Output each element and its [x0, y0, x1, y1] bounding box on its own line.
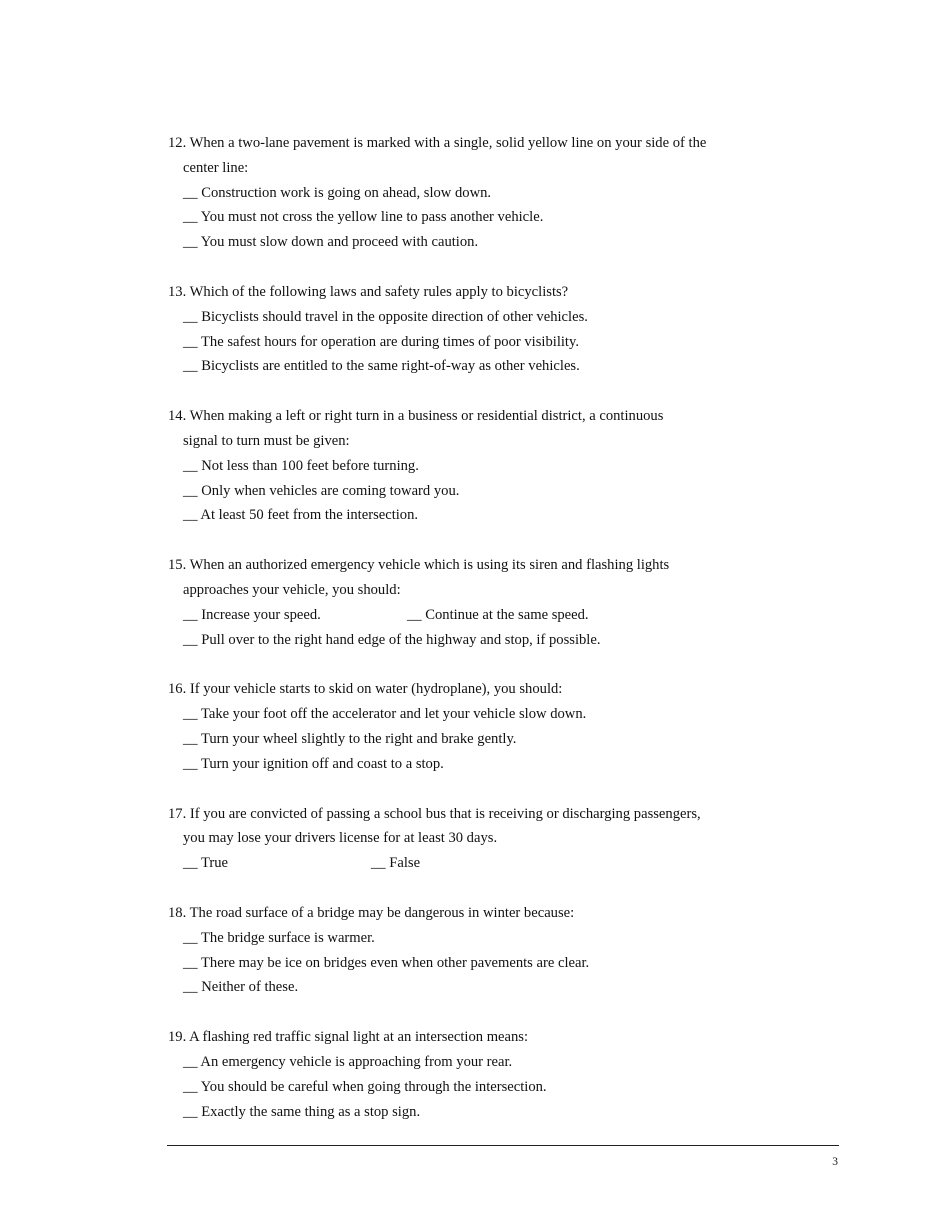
question-17-option-false[interactable]: __ False [371, 855, 421, 872]
question-13-option-2[interactable]: __ The safest hours for operation are during times of poor visibility. [183, 333, 579, 350]
question-15-stem-line-1: 15. When an authorized emergency vehicle which is using its siren and flashing lights [168, 557, 670, 574]
question-15-option-row-1 [168, 603, 848, 628]
question-18-option-2[interactable]: __ There may be ice on bridges even when other pavements are clear. [183, 954, 590, 971]
question-13-option-3[interactable]: __ Bicyclists are entitled to the same right-of-way as other vehicles. [183, 358, 580, 375]
question-13-stem-line-1: 13. Which of the following laws and safety rules apply to bicyclists? [168, 283, 569, 300]
question-14-option-1[interactable]: __ Not less than 100 feet before turning. [183, 457, 419, 474]
question-18 [168, 901, 848, 1000]
question-12-stem-line-2: center line: [183, 159, 249, 176]
question-14 [168, 404, 848, 528]
question-16-option-2[interactable]: __ Turn your wheel slightly to the right and brake gently. [183, 730, 517, 747]
question-15-stem-line-2: approaches your vehicle, you should: [183, 581, 401, 598]
page-number: 3 [832, 1156, 838, 1168]
question-15 [168, 553, 848, 652]
question-list [168, 131, 848, 1149]
question-14-option-2[interactable]: __ Only when vehicles are coming toward you. [183, 482, 460, 499]
footer-divider [167, 1145, 839, 1146]
question-16-option-1[interactable]: __ Take your foot off the accelerator and let your vehicle slow down. [183, 706, 587, 723]
question-15-option-1[interactable]: __ Increase your speed. [183, 606, 321, 623]
question-12-option-3[interactable]: __ You must slow down and proceed with caution. [183, 234, 479, 251]
question-18-option-1[interactable]: __ The bridge surface is warmer. [183, 929, 375, 946]
question-16-stem-line-1: 16. If your vehicle starts to skid on water (hydroplane), you should: [168, 681, 563, 698]
question-15-option-2[interactable]: __ Continue at the same speed. [407, 606, 589, 623]
question-18-stem-line-1: 18. The road surface of a bridge may be dangerous in winter because: [168, 904, 575, 921]
question-18-option-3[interactable]: __ Neither of these. [183, 979, 299, 996]
question-19 [168, 1025, 848, 1124]
question-14-stem-line-2: signal to turn must be given: [183, 432, 350, 449]
question-15-option-3[interactable]: __ Pull over to the right hand edge of the highway and stop, if possible. [183, 631, 601, 648]
question-16 [168, 677, 848, 776]
question-17-option-true[interactable]: __ True [183, 855, 229, 872]
question-13 [168, 280, 848, 379]
question-17 [168, 802, 848, 876]
question-14-stem-line-1: 14. When making a left or right turn in a business or residential district, a continuous [168, 408, 664, 425]
question-14-option-3[interactable]: __ At least 50 feet from the intersection. [183, 507, 419, 524]
question-17-stem-line-2: you may lose your drivers license for at least 30 days. [183, 830, 498, 847]
question-12 [168, 131, 848, 255]
question-12-option-1[interactable]: __ Construction work is going on ahead, slow down. [183, 184, 492, 201]
question-19-option-2[interactable]: __ You should be careful when going through the intersection. [183, 1078, 547, 1095]
question-17-stem-line-1: 17. If you are convicted of passing a school bus that is receiving or discharging passengers, [168, 805, 701, 822]
question-19-option-1[interactable]: __ An emergency vehicle is approaching from your rear. [183, 1053, 513, 1070]
question-12-stem-line-1: 12. When a two-lane pavement is marked with a single, solid yellow line on your side of the [168, 135, 707, 151]
question-12-option-2[interactable]: __ You must not cross the yellow line to pass another vehicle. [183, 209, 544, 226]
question-16-option-3[interactable]: __ Turn your ignition off and coast to a stop. [183, 755, 444, 772]
question-19-option-3[interactable]: __ Exactly the same thing as a stop sign. [183, 1103, 421, 1120]
question-17-option-row-1 [168, 851, 848, 876]
question-19-stem-line-1: 19. A flashing red traffic signal light at an intersection means: [168, 1029, 529, 1046]
question-13-option-1[interactable]: __ Bicyclists should travel in the opposite direction of other vehicles. [183, 308, 588, 325]
